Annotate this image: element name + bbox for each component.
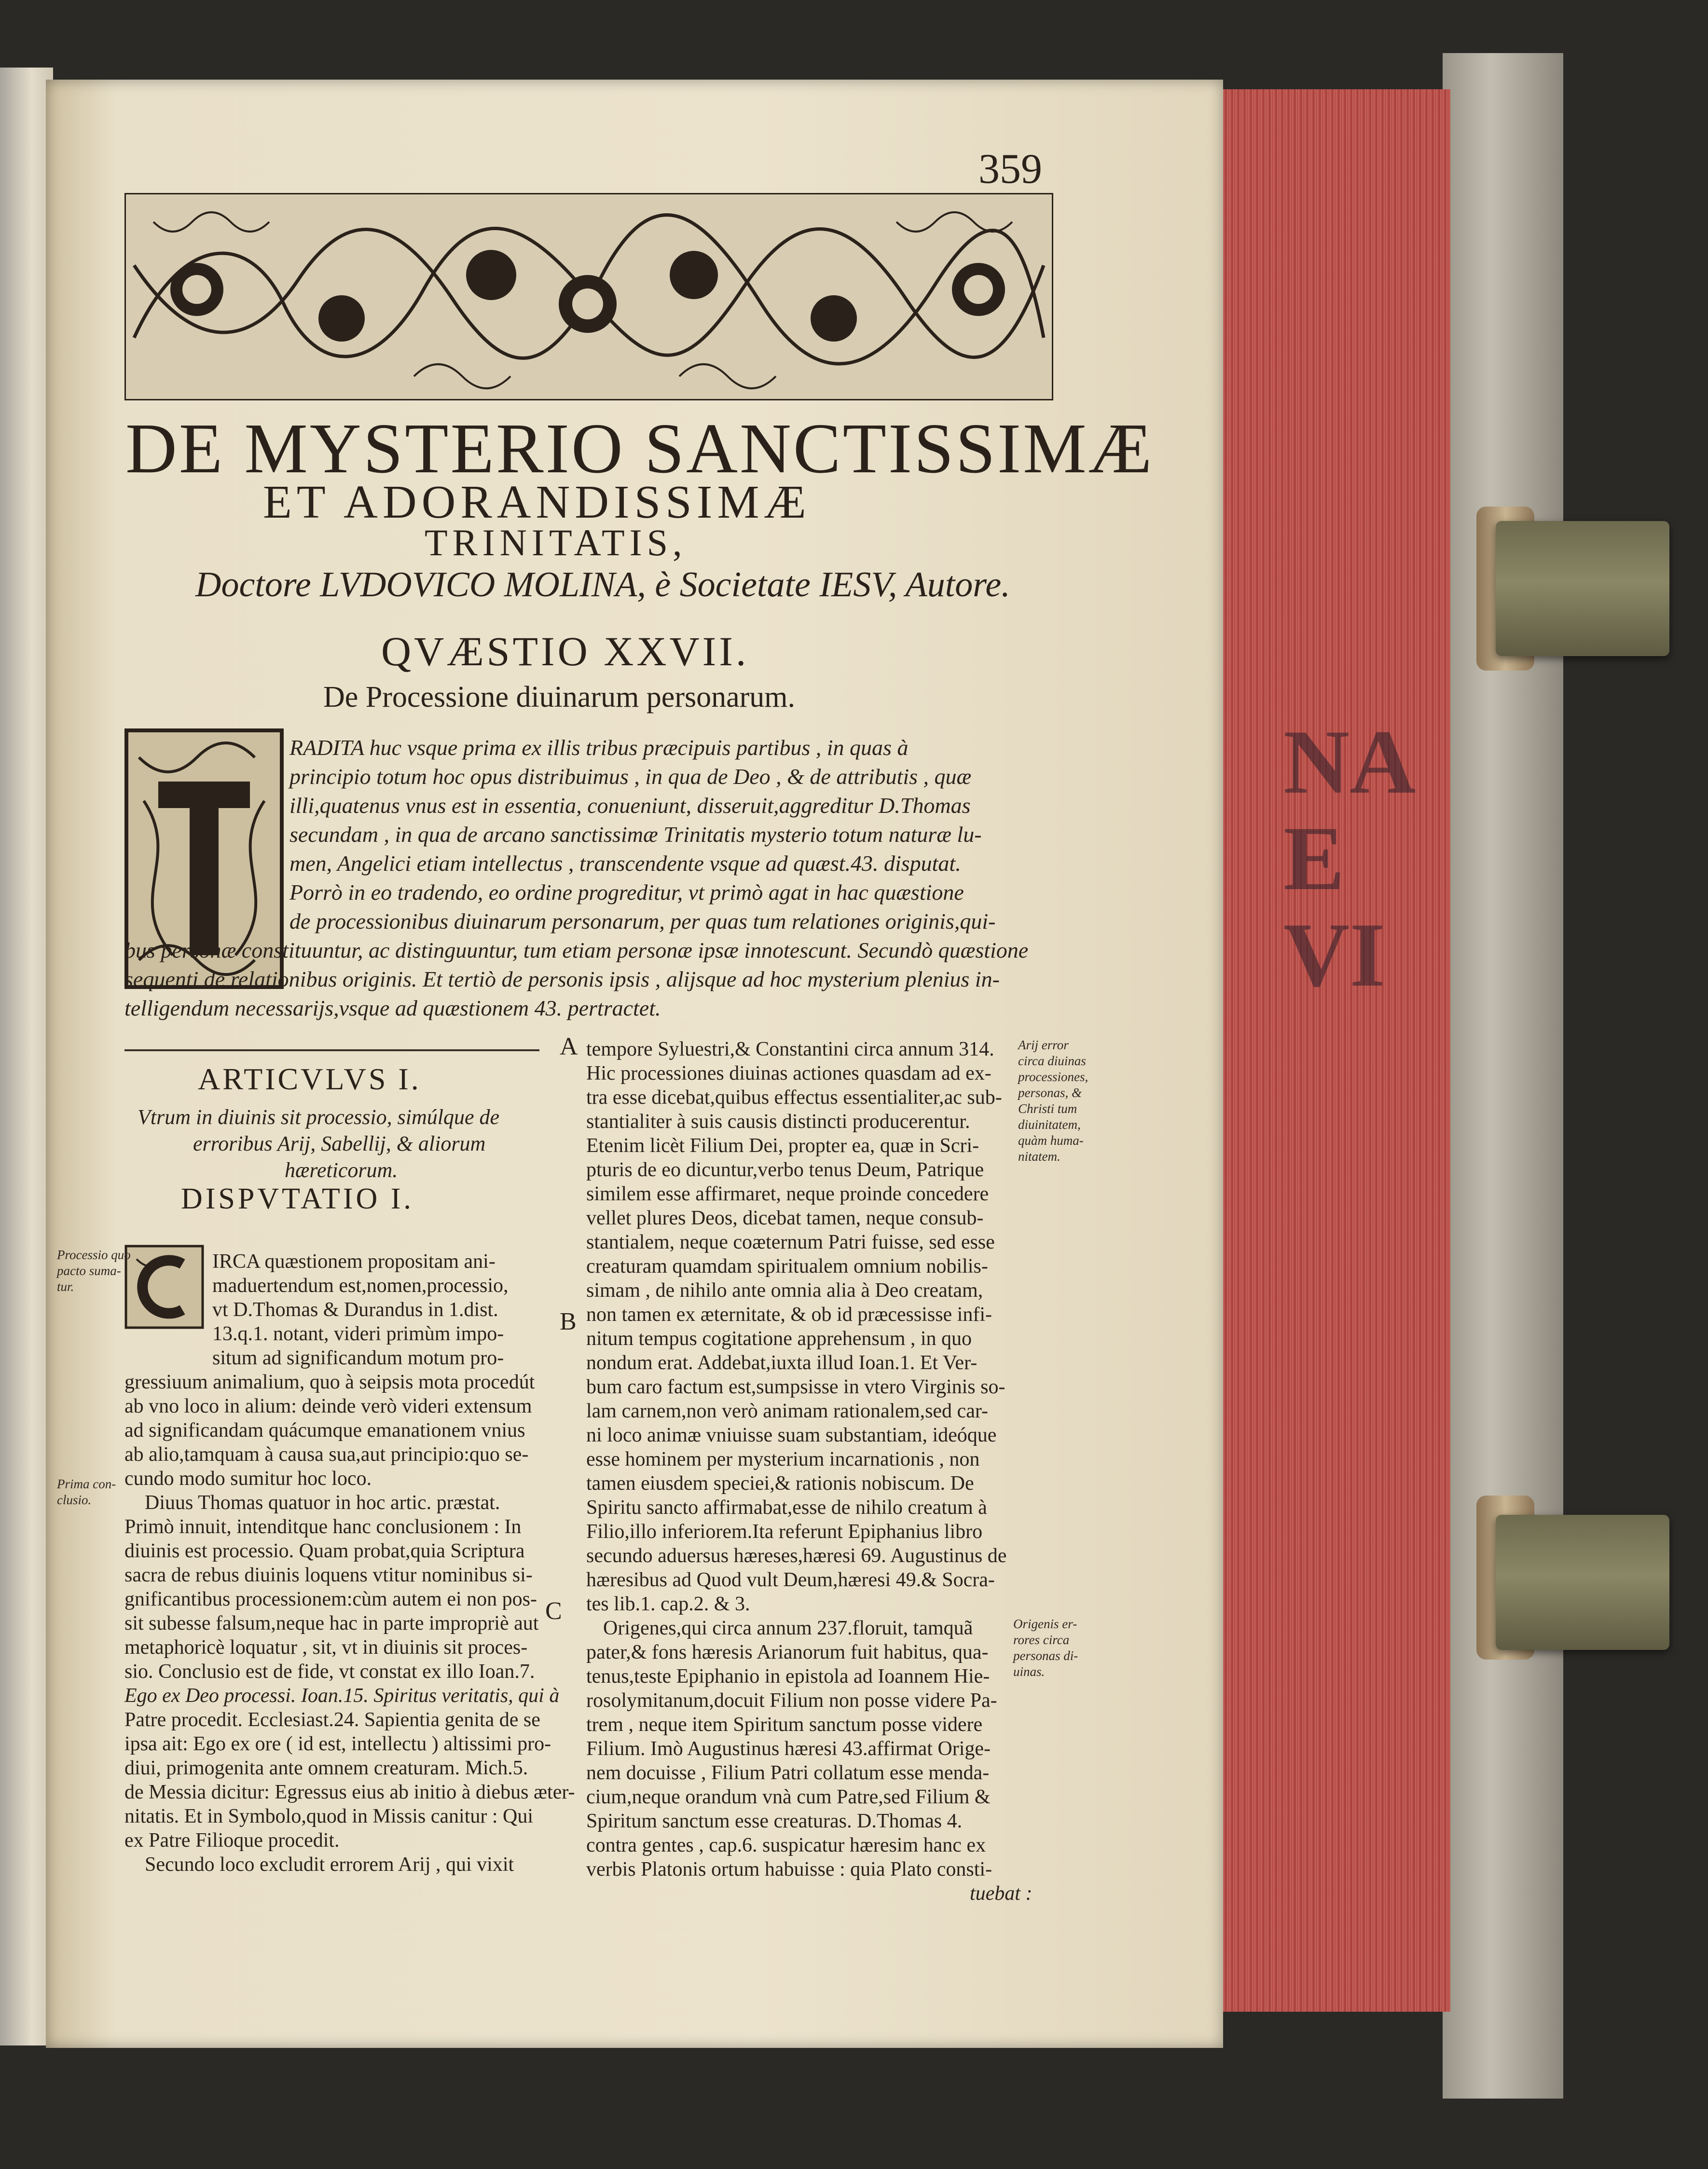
quaestio-heading: QVÆSTIO XXVII. <box>381 628 749 674</box>
intro-line: sequenti de relationibus originis. Et tertiò de personis ipsis , alijsque ad hoc mysterium plenius in- <box>124 967 1000 991</box>
right-column-line: similem esse affirmaret, neque proinde concedere <box>586 1183 989 1205</box>
right-column-line: stantialem, neque coæternum Patri fuisse, sed esse <box>586 1231 995 1253</box>
left-column-line: nitatis. Et in Symbolo,quod in Missis canitur : Qui <box>124 1805 534 1827</box>
intro-line: secundam , in qua de arcano sanctissimæ Trinitatis mysterio totum naturæ lu- <box>289 822 982 847</box>
left-column-line: metaphoricè loquatur , sit, vt in diuinis sit proces- <box>124 1636 528 1659</box>
right-column-line: creaturam quamdam spiritualem omnium nobilis- <box>586 1255 988 1277</box>
right-margin-note <box>1018 1037 1088 1165</box>
right-column-line: tra esse dicebat,quibus effectus essentialiter,ac sub- <box>586 1086 1002 1109</box>
left-margin-note <box>57 1247 131 1295</box>
right-column-line: Filium. Imò Augustinus hæresi 43.affirmat Orige- <box>586 1738 991 1760</box>
margin-note-line: circa diuinas <box>1018 1054 1086 1068</box>
margin-note-line: diuinitatem, <box>1018 1117 1081 1132</box>
left-margin-note <box>57 1476 116 1508</box>
articulus-subtitle: hæreticorum. <box>285 1158 398 1182</box>
margin-note-line: personas di- <box>1013 1648 1078 1663</box>
left-column-line: ex Patre Filioque procedit. <box>124 1829 340 1852</box>
right-column-line: secundo aduersus hæreses,hæresi 69. Augustinus de <box>586 1545 1007 1567</box>
left-column-line: gressiuum animalium, quo à seipsis mota procedút <box>124 1371 535 1393</box>
left-column-line: sio. Conclusio est de fide, vt constat ex illo Ioan.7. <box>124 1661 535 1683</box>
left-column-line: ipsa ait: Ego ex ore ( id est, intellectu ) altissimi pro- <box>124 1733 551 1755</box>
quaestio-subtitle: De Processione diuinarum personarum. <box>323 681 795 714</box>
intro-line: illi,quatenus vnus est in essentia, conueniunt, disseruit,aggreditur D.Thomas <box>289 793 971 818</box>
left-column-line: Primò innuit, intenditque hanc conclusionem : In <box>124 1516 522 1538</box>
margin-note-line: rores circa <box>1013 1633 1070 1647</box>
right-column-line: pater,& fons hæresis Arianorum fuit habitus, qua- <box>586 1641 989 1663</box>
metal-clasp-lower <box>1496 1515 1669 1650</box>
left-column-line: sacra de rebus diuinis loquens vtitur nominibus si- <box>124 1564 533 1586</box>
right-column-line: verbis Platonis ortum habuisse : quia Plato consti- <box>586 1858 992 1881</box>
book-binding <box>1443 53 1563 2099</box>
intro-line: RADITA huc vsque prima ex illis tribus præcipuis partibus , in quas à <box>289 735 909 760</box>
margin-note-line: clusio. <box>57 1493 92 1507</box>
articulus-subtitle: Vtrum in diuinis sit processio, simúlque de <box>138 1105 500 1129</box>
left-column-line: ab alio,tamquam à causa sua,aut principio:quo se- <box>124 1443 529 1466</box>
title-line-3: TRINITATIS, <box>425 522 687 563</box>
right-column-line: bum caro factum est,sumpsisse in vtero Virginis so- <box>586 1376 1006 1398</box>
edge-stamp: NA E VI <box>1283 712 1416 1006</box>
left-column-line: 13.q.1. notant, videri primùm impo- <box>212 1323 504 1345</box>
ornamental-headpiece <box>124 193 1053 400</box>
intro-line: de processionibus diuinarum personarum, per quas tum relationes originis,qui- <box>289 909 996 933</box>
left-column-line: vt D.Thomas & Durandus in 1.dist. <box>212 1299 498 1321</box>
intro-line: principio totum hoc opus distribuimus , in qua de Deo , & de attributis , quæ <box>289 764 972 789</box>
right-column-line: tes lib.1. cap.2. & 3. <box>586 1593 750 1615</box>
margin-note-line: Processio quo <box>57 1248 131 1262</box>
left-column-line: gnificantibus processionem:cùm autem ei non pos- <box>124 1588 537 1610</box>
left-column-line: Diuus Thomas quatuor in hoc artic. præstat. <box>145 1492 500 1514</box>
right-column-line: cium,neque orandum vnà cum Patre,sed Filium & <box>586 1786 991 1808</box>
left-column-line: Secundo loco excludit errorem Arij , qui vixit <box>145 1853 514 1876</box>
margin-note-line: pacto suma- <box>57 1263 121 1278</box>
title-line-1: DE MYSTERIO SANCTISSIMÆ <box>125 409 1154 488</box>
right-column-line: non tamen ex æternitate, & ob id præcessisse infi- <box>586 1304 992 1326</box>
margin-note-line: quàm huma- <box>1018 1133 1084 1148</box>
section-marker-b: B <box>560 1308 577 1335</box>
right-column-line: Hic processiones diuinas actiones quasdam ad ex- <box>586 1062 992 1084</box>
margin-note-line: tur. <box>57 1279 74 1294</box>
title-line-2: ET ADORANDISSIMÆ <box>263 476 811 528</box>
right-column-line: nondum erat. Addebat,iuxta illud Ioan.1. Et Ver- <box>586 1352 978 1374</box>
right-column-line: Spiritu sancto affirmabat,esse de nihilo creatum à <box>586 1496 987 1519</box>
decorated-initial-small <box>124 1245 204 1329</box>
right-column-line: rosolymitanum,docuit Filium non posse videre Pa- <box>586 1689 997 1712</box>
right-column-line: ni loco animæ vniuisse suam substantiam, ideóque <box>586 1424 997 1446</box>
left-column-line: cundo modo sumitur hoc loco. <box>124 1468 372 1490</box>
articulus-heading: ARTICVLVS I. <box>198 1062 421 1096</box>
left-column-line: de Messia dicitur: Egressus eius ab initio à diebus æter- <box>124 1781 575 1803</box>
left-column-line: maduertendum est,nomen,processio, <box>212 1275 509 1297</box>
margin-note-line: uinas. <box>1013 1664 1045 1679</box>
margin-note-line: processiones, <box>1018 1070 1088 1084</box>
right-column-line: nitum tempus cogitatione apprehensum , in quo <box>586 1328 972 1350</box>
intro-line: bus personæ constituuntur, ac distinguuntur, tum etiam personæ ipsæ innotescunt. Secundò quæstione <box>124 938 1029 962</box>
right-column-line: Filio,illo inferiorem.Ita referunt Epiphanius libro <box>586 1521 983 1543</box>
left-column-line: IRCA quæstionem propositam ani- <box>212 1250 496 1273</box>
right-column-line: tenus,teste Epiphanio in epistola ad Ioannem Hie- <box>586 1665 990 1688</box>
margin-note-line: Christi tum <box>1018 1101 1077 1116</box>
intro-line: Porrò in eo tradendo, eo ordine progreditur, vt primò agat in hac quæstione <box>289 880 964 905</box>
right-column-line: tuebat : <box>970 1882 1033 1905</box>
right-column-line: Spiritum sanctum esse creaturas. D.Thomas 4. <box>586 1810 963 1832</box>
margin-note-line: Arij error <box>1018 1038 1069 1052</box>
right-column-line: nem docuisse , Filium Patri collatum esse menda- <box>586 1762 990 1784</box>
right-column-line: contra gentes , cap.6. suspicatur hæresim hanc ex <box>586 1834 986 1856</box>
left-column-line: diui, primogenita ante omnem creaturam. Mich.5. <box>124 1757 528 1779</box>
margin-note-line: nitatem. <box>1018 1149 1061 1164</box>
right-column-line: hæresibus ad Quod vult Deum,hæresi 49.& Socra- <box>586 1569 995 1591</box>
right-column-line: tempore Syluestri,& Constantini circa annum 314. <box>586 1038 994 1060</box>
right-column-line: trem , neque item Spiritum sanctum posse videre <box>586 1714 983 1736</box>
red-fore-edge <box>1206 89 1450 2012</box>
previous-page-edge <box>0 68 53 2045</box>
right-column-line: stantialiter à suis causis distincti producerentur. <box>586 1111 970 1133</box>
left-column-line: sit subesse falsum,neque hac in parte impropriè aut <box>124 1612 539 1634</box>
left-column-line: situm ad significandum motum pro- <box>212 1347 504 1369</box>
metal-clasp-upper <box>1496 521 1669 656</box>
right-column-line: pturis de eo dicuntur,verbo tenus Deum, Patrique <box>586 1159 984 1181</box>
left-column-line: diuinis est processio. Quam probat,quia Scriptura <box>124 1540 525 1562</box>
right-column-line: vellet plures Deos, dicebat tamen, neque consub- <box>586 1207 984 1229</box>
page-number: 359 <box>978 146 1042 192</box>
right-margin-note <box>1013 1616 1078 1680</box>
left-column-line: ab vno loco in alium: deinde verò videri extensum <box>124 1395 532 1417</box>
author-line: Doctore LVDOVICO MOLINA, è Societate IESV, Autore. <box>195 565 1010 604</box>
right-column-line: esse hominem per mysterium incarnationis , non <box>586 1448 980 1470</box>
articulus-subtitle: erroribus Arij, Sabellij, & aliorum <box>193 1132 486 1155</box>
left-column-line: Ego ex Deo processi. Ioan.15. Spiritus veritatis, qui à <box>124 1685 560 1707</box>
right-column-line: Etenim licèt Filium Dei, propter ea, quæ in Scri- <box>586 1135 979 1157</box>
right-column-line: Origenes,qui circa annum 237.floruit, tamquã <box>603 1617 973 1639</box>
margin-note-line: personas, & <box>1018 1085 1082 1100</box>
right-column-line: tamen eiusdem speciei,& rationis nobiscum. De <box>586 1472 974 1495</box>
intro-line: telligendum necessarijs,vsque ad quæstionem 43. pertractet. <box>124 996 661 1020</box>
left-column-line: Patre procedit. Ecclesiast.24. Sapientia genita de se <box>124 1709 540 1731</box>
section-marker-c: C <box>545 1597 562 1625</box>
intro-line: men, Angelici etiam intellectus , transcendente vsque ad quæst.43. disputat. <box>289 851 961 876</box>
left-column-line: ad significandam quácumque emanationem vnius <box>124 1419 525 1441</box>
right-column-line: lam carnem,non verò animam rationalem,sed car- <box>586 1400 988 1422</box>
column-divider-rule <box>124 1049 539 1051</box>
right-column-line: simam , de nihilo ante omnia alia à Deo creatam, <box>586 1279 983 1302</box>
margin-note-line: Prima con- <box>57 1477 116 1491</box>
section-marker-a: A <box>560 1033 578 1060</box>
disputatio-heading: DISPVTATIO I. <box>181 1182 414 1215</box>
margin-note-line: Origenis er- <box>1013 1617 1077 1631</box>
